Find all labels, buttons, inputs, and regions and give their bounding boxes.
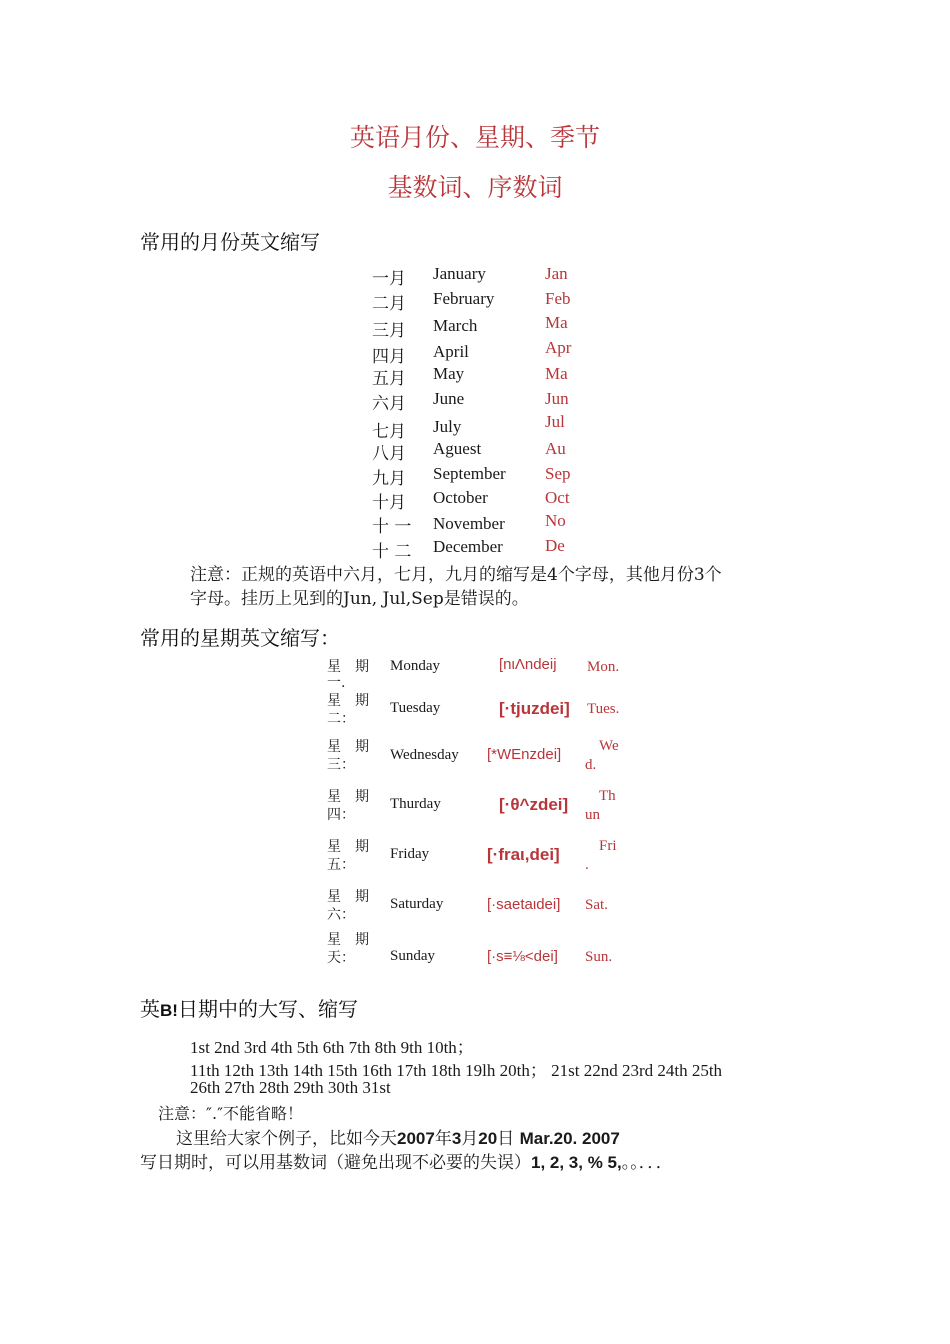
weekday-cn-line1: 星 期 [327,659,369,675]
weekday-phonetic: [·θ^zdei] [499,795,569,814]
weekday-cn-line2: 天： [327,950,355,966]
month-en: November [433,514,505,533]
weekday-en: Saturday [390,896,444,912]
month-cn: 九月 [372,469,406,489]
month-en: Aguest [433,439,482,458]
month-abbr: Oct [545,488,570,507]
weekday-abbr: Tues. [587,701,620,717]
weekday-cn-line1: 星 期 [327,739,369,755]
month-abbr: Jun [545,389,569,408]
date-example: 这里给大家个例子，比如今天2007年3月20日 Mar.20. 2007 [176,1129,620,1149]
weekday-cn-line2: 四： [327,807,355,823]
month-abbr: Ma [545,364,568,383]
month-cn: 三月 [372,321,406,341]
weekday-abbr-line2: d. [585,757,597,773]
month-abbr: Jul [545,412,565,431]
week-heading: 常用的星期英文缩写： [140,626,340,650]
month-en: March [433,316,478,335]
month-cn: 六月 [372,394,406,414]
month-cn: 七月 [372,422,406,442]
weekday-en: Monday [390,658,440,674]
page-subtitle: 基数词、序数词 [387,173,563,202]
month-en: September [433,464,506,483]
weekday-abbr: Sun. [585,949,613,965]
weekday-en: Sunday [390,948,435,964]
month-en: May [433,364,465,383]
month-en: December [433,537,503,556]
month-cn: 五月 [372,369,406,389]
months-note-line2: 字母。挂历上见到的Jun, Jul,Sep是错误的。 [190,589,529,609]
month-cn: 十 一 [372,517,412,537]
month-abbr: Au [545,439,566,458]
weekday-cn-line1: 星 期 [327,932,369,948]
weekday-cn-line2: 五： [327,857,355,873]
dates-note: 注意：″.″不能省略！ [158,1104,304,1123]
month-abbr: Ma [545,313,568,332]
weekday-abbr-line1: Th [599,788,616,804]
months-note-line1: 注意：正规的英语中六月，七月，九月的缩写是4个字母，其他月份3个 [190,565,722,585]
month-abbr: Apr [545,338,572,357]
month-en: April [433,342,469,361]
weekday-abbr-line1: We [599,738,619,754]
month-en: July [433,417,462,436]
month-abbr: No [545,511,566,530]
weekday-cn-line2: 六： [327,907,355,923]
month-cn: 二月 [372,294,406,314]
month-cn: 十 二 [372,542,412,562]
weekday-en: Tuesday [390,700,441,716]
month-abbr: Sep [545,464,571,483]
weekday-en: Thurday [390,796,441,812]
month-en: February [433,289,495,308]
weekday-cn-line2: 三： [327,757,355,773]
page-title: 英语月份、星期、季节 [349,123,600,152]
weekday-cn-line1: 星 期 [327,693,369,709]
dates-heading: 英B!日期中的大写、缩写 [140,997,358,1021]
month-abbr: Jan [545,264,568,283]
weekday-abbr-line1: Fri [599,838,617,854]
ordinals-line2: 11th 12th 13th 14th 15th 16th 17th 18th 19lh 20th； 21st 22nd 23rd 24th 25th [190,1061,723,1080]
month-en: June [433,389,465,408]
month-en: January [433,264,486,283]
weekday-abbr: Mon. [587,659,620,675]
month-abbr: Feb [545,289,571,308]
weekday-phonetic: [·tjuzdei] [499,699,570,718]
weekday-phonetic: [*WEnzdei] [487,746,562,763]
weekday-en: Wednesday [390,747,459,763]
date-tip: 写日期时，可以用基数词（避免出现不必要的失误）1, 2, 3, % 5,。。．．． [140,1153,673,1173]
weekday-phonetic: [·fraι,dei] [487,845,560,864]
month-en: October [433,488,488,507]
ordinals-line1: 1st 2nd 3rd 4th 5th 6th 7th 8th 9th 10th； [190,1038,474,1057]
weekday-abbr: Sat. [585,897,608,913]
month-cn: 十月 [372,493,406,513]
months-heading: 常用的月份英文缩写 [140,230,320,254]
weekday-en: Friday [390,846,430,862]
weekday-phonetic: [·s≡⅛<dei] [487,948,558,965]
weekday-cn-line1: 星 期 [327,839,369,855]
weekday-phonetic: [nιΛndeij [499,656,557,673]
weekday-cn-line2: 二： [327,711,355,727]
weekday-abbr-line2: . [585,857,589,873]
weekday-phonetic: [·saetaιdei] [487,896,561,913]
ordinals-line3: 26th 27th 28th 29th 30th 31st [190,1078,391,1097]
month-abbr: De [545,536,565,555]
month-cn: 八月 [372,444,406,464]
weekday-abbr-line2: un [585,807,600,823]
weekday-cn-line1: 星 期 [327,889,369,905]
month-cn: 四月 [372,347,406,367]
weekday-cn-line1: 星 期 [327,789,369,805]
month-cn: 一月 [372,269,406,289]
weekday-cn-line2: 一. [327,675,346,691]
